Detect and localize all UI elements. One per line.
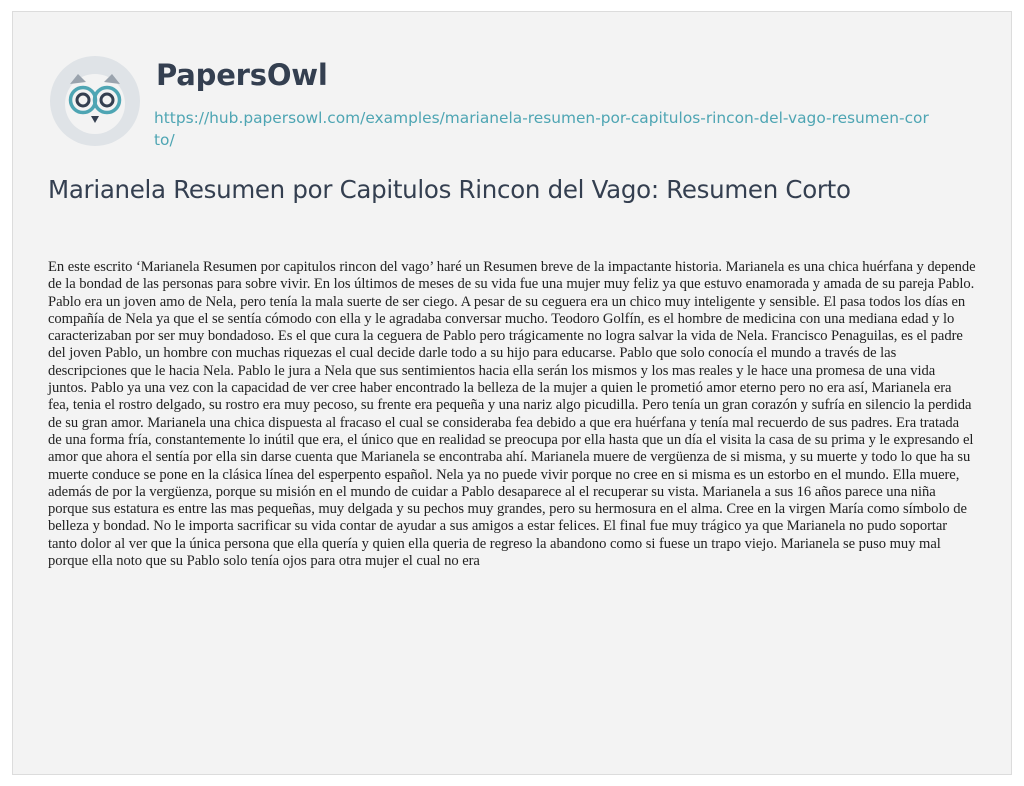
document-title: Marianela Resumen por Capitulos Rincon del Vago: Resumen Corto [48, 175, 851, 204]
source-url-link[interactable]: https://hub.papersowl.com/examples/marianela-resumen-por-capitulos-rincon-del-vago-resumen-corto/ [154, 109, 929, 149]
document-body: En este escrito ‘Marianela Resumen por capitulos rincon del vago’ haré un Resumen breve de la impactante historia. Marianela es una chica huérfana y depende de la bondad de las personas para sobre vivir. En los últimos de meses de su vida fue una mujer muy feliz ya que estuvo enamorada y amada de su pareja Pablo. Pablo era un joven amo de Nela, pero tenía la mala suerte de ser ciego. A pesar de su ceguera era un chico muy inteligente y sensible. El pasa todos los días en compañía de Nela ya que el se sentía cómodo con ella y le agradaba conversar mucho. Teodoro Golfín, es el hombre de medicina con una mediana edad y lo caracterizaban por ser muy bondadoso. Es el que cura la ceguera de Pablo pero trágicamente no logra salvar la vida de Nela. Francisco Penaguilas, es el padre del joven Pablo, un hombre con muchas riquezas el cual decide darle todo a su hijo para educarse. Pablo que solo conocía el mundo a través de las descripciones que le hacia Nela. Pablo le jura a Nela que sus sentimientos hacia ella serán los mismos y los mas reales y le hace una promesa de una vida juntos. Pablo ya una vez con la capacidad de ver cree haber encontrado la belleza de la mujer a quien le prometió amor eterno pero no era así, Marianela era fea, tenia el rostro delgado, su rostro era muy pecoso, su frente era pequeña y una nariz algo picudilla. Pero tenía un gran corazón y sufría en silencio la perdida de su gran amor. Marianela una chica dispuesta al fracaso el cual se consideraba fea debido a que era huérfana y tenía mal recuerdo de sus padres. Era tratada de una forma fría, constantemente lo inútil que era, el único que en realidad se preocupa por ella hasta que un día el visita la casa de su prima y le expresando el amor que ahora el sentía por ella sin darse cuenta que Marianela se encontraba ahí. Marianela muere de vergüenza de si misma, y su muerte y todo lo que ha su muerte conduce se pone en la clásica línea del esperpento español. Nela ya no puede vivir porque no cree en si misma es un estorbo en el mundo. Ella muere, además de por la vergüenza, porque su misión en el mundo de cuidar a Pablo desaparece al el recuperar su vista. Marianela a sus 16 años parece una niña porque sus estatura es entre las mas pequeñas, muy delgada y su pechos muy grandes, pero su hermosura en el alma. Cree en la virgen María como símbolo de belleza y bondad. No le importa sacrificar su vida contar de ayudar a sus amigos a estar felices. El final fue muy trágico ya que Marianela no pudo soportar tanto dolor al ver que la única persona que ella quería y quien ella queria de regreso la abandono como si fuese un trapo viejo. Marianela se puso muy mal porque ella noto que su Pablo solo tenía ojos para otra mujer el cual no era [48, 259, 976, 570]
owl-logo-icon [48, 54, 142, 148]
brand-name: PapersOwl [156, 58, 328, 92]
